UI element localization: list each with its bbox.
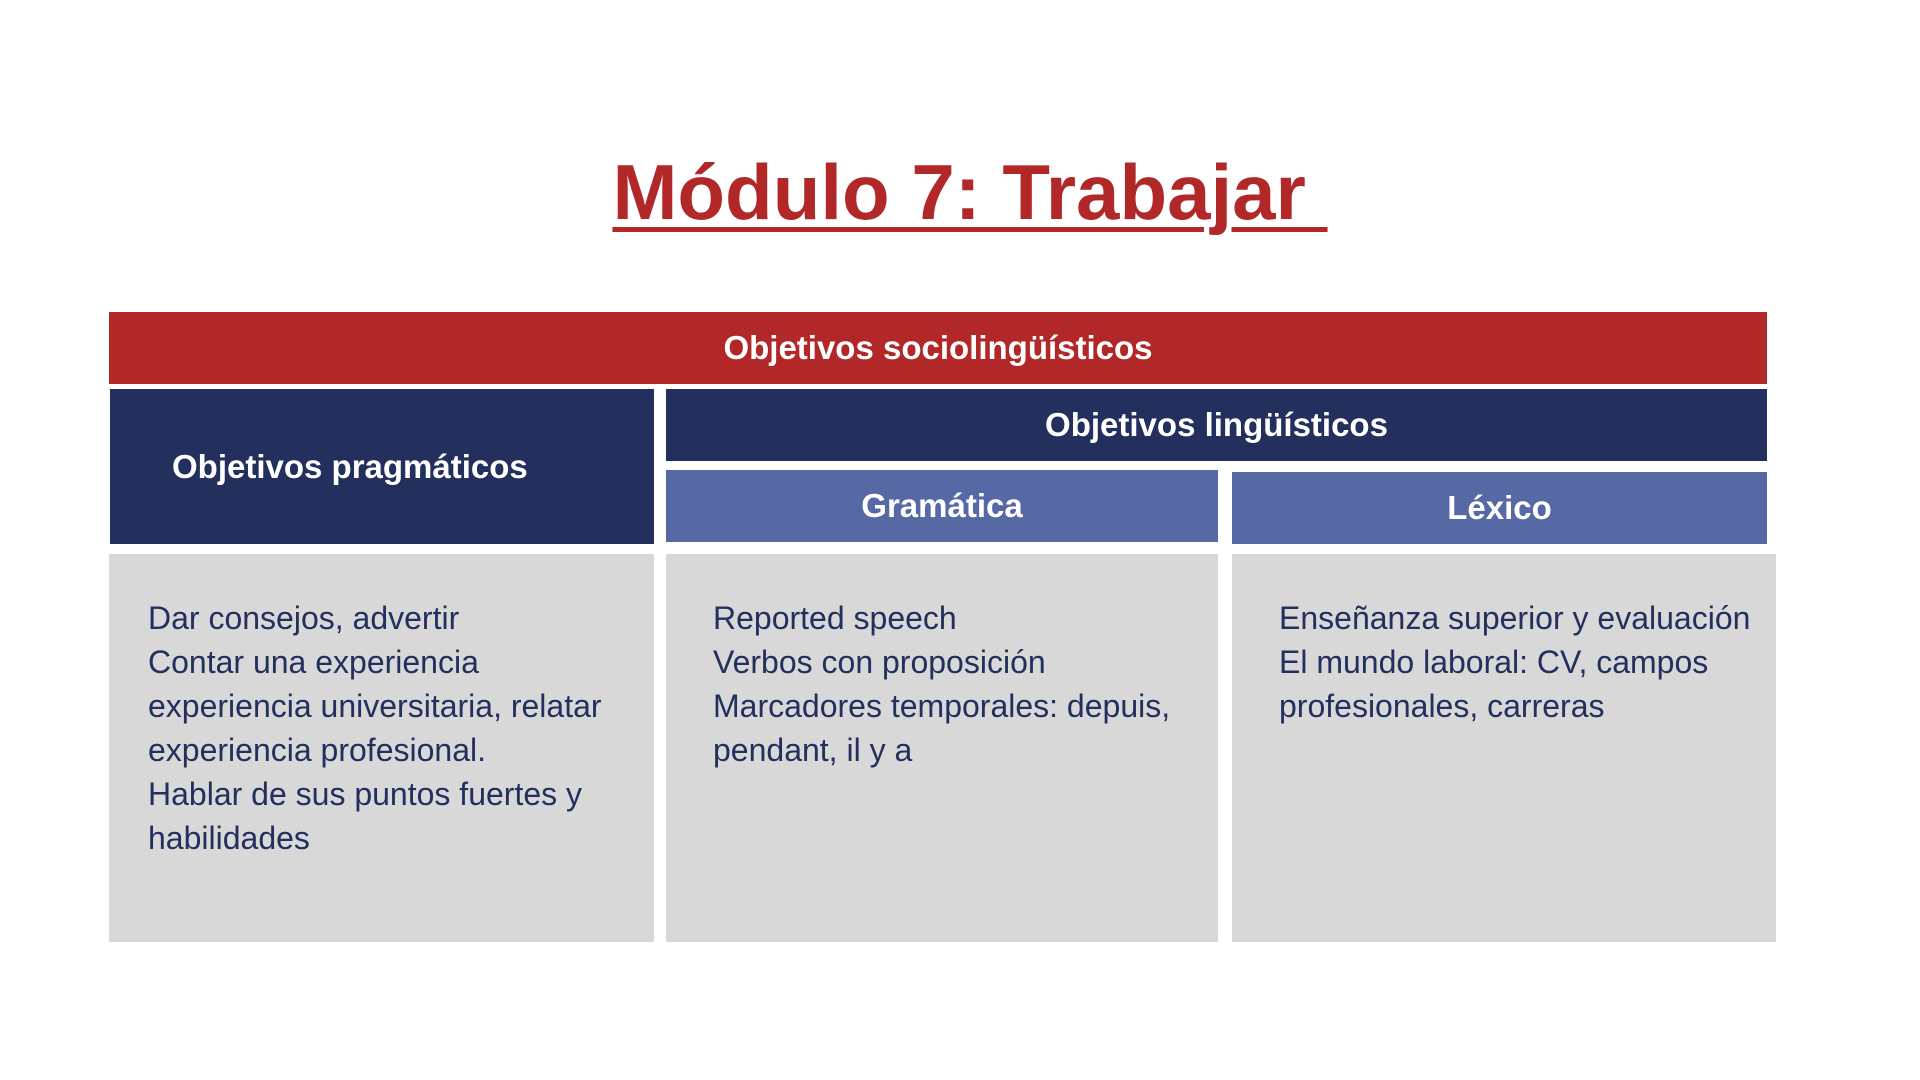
header-sociolinguistic (109, 312, 1767, 384)
header-sociolinguistic-label: Objetivos sociolingüísticos (723, 329, 1153, 366)
header-grammar-label: Gramática (861, 487, 1023, 524)
list-item: Hablar de sus puntos fuertes y habilidades (148, 776, 583, 856)
header-pragmatic (110, 389, 654, 544)
header-linguistic-label: Objetivos lingüísticos (1045, 406, 1388, 443)
lexicon-panel (1232, 554, 1776, 942)
pragmatic-list (148, 596, 654, 860)
list-item: Enseñanza superior y evaluación (1279, 600, 1751, 636)
pragmatic-panel (109, 554, 654, 942)
grammar-list (713, 596, 1218, 772)
list-item: Contar una experiencia experiencia universitaria, relatar experiencia profesional. (148, 644, 602, 768)
lexicon-list (1279, 596, 1776, 728)
page-title (0, 142, 1920, 242)
header-linguistic (666, 389, 1767, 461)
list-item: Dar consejos, advertir (148, 600, 460, 636)
header-lexicon-label: Léxico (1447, 489, 1552, 526)
list-item: Marcadores temporales: depuis, pendant, il y a (713, 688, 1171, 768)
list-item: Verbos con proposición (713, 644, 1046, 680)
header-pragmatic-label: Objetivos pragmáticos (172, 447, 528, 485)
header-lexicon (1232, 472, 1767, 544)
page-title-text: Módulo 7: Trabajar (612, 148, 1328, 236)
list-item: El mundo laboral: CV, campos profesionales, carreras (1279, 644, 1709, 724)
grammar-panel (666, 554, 1218, 942)
header-grammar (666, 470, 1218, 542)
list-item: Reported speech (713, 600, 957, 636)
